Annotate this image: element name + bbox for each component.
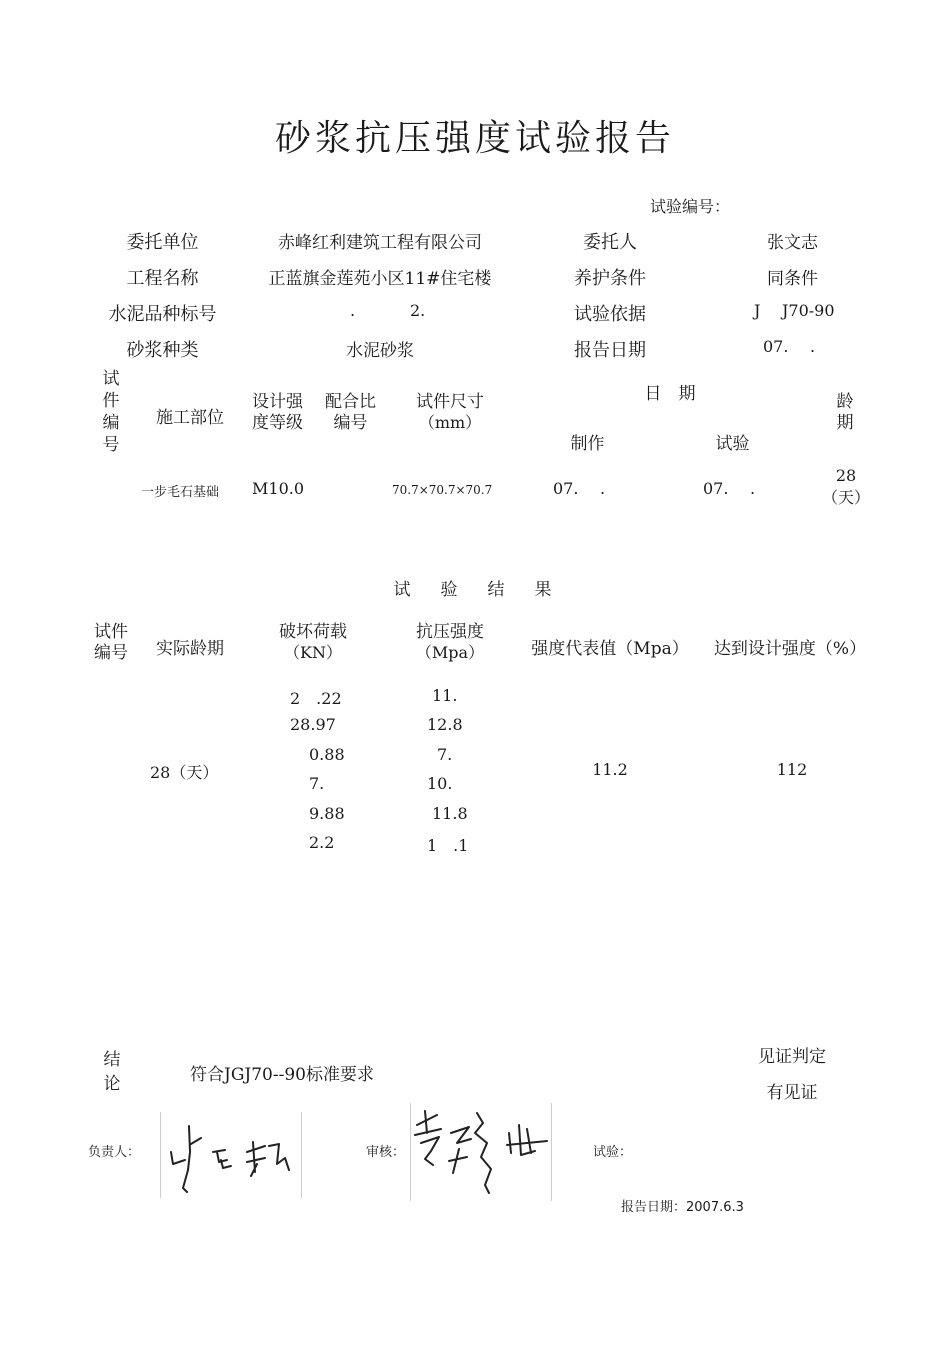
- strength-value: 10.: [427, 774, 453, 793]
- size-header: 试件尺寸 （mm）: [416, 392, 484, 433]
- age-value: 28 （天）: [821, 466, 870, 507]
- rep-value-header: 强度代表值（Mpa）: [531, 639, 689, 659]
- strength-value: 12.8: [427, 715, 463, 734]
- mix-no-header: 配合比 编号: [325, 392, 376, 434]
- load-value: 2 .22: [290, 689, 342, 708]
- age-header: 龄 期: [836, 392, 854, 434]
- cement-label: 水泥品种标号: [108, 304, 217, 325]
- made-header: 制作: [570, 434, 605, 454]
- conclusion-label: 结 论: [103, 1050, 121, 1094]
- witness-value: 有见证: [766, 1083, 818, 1103]
- cement-value-b: 2.: [410, 301, 426, 320]
- ratio-header: 达到设计强度（%）: [713, 639, 867, 659]
- load-value: 7.: [309, 774, 325, 793]
- made-date-a: 07.: [553, 479, 579, 498]
- page-title: 砂浆抗压强度试验报告: [274, 118, 675, 159]
- size-value: 70.7×70.7×70.7: [392, 483, 493, 497]
- results-age-value: 28（天）: [150, 763, 219, 782]
- entrust-person-label: 委托人: [583, 232, 637, 253]
- client-label: 委托单位: [126, 232, 199, 253]
- load-value: 2.2: [309, 833, 335, 852]
- specimen-no-header: 试 件 编 号: [102, 369, 120, 455]
- footer-report-date: 报告日期：2007.6.3: [621, 1200, 744, 1215]
- witness-label: 见证判定: [758, 1047, 826, 1067]
- report-date-value-a: 07.: [763, 337, 789, 356]
- curing-label: 养护条件: [574, 268, 646, 289]
- ratio-value: 112: [776, 760, 808, 779]
- basis-value-b: J70-90: [782, 301, 835, 320]
- results-no-header: 试件 编号: [94, 622, 128, 664]
- load-value: 28.97: [290, 715, 336, 734]
- basis-label: 试验依据: [574, 304, 646, 325]
- tested-header: 试验: [715, 434, 750, 454]
- load-header: 破坏荷载 （KN）: [279, 622, 347, 663]
- client-value: 赤峰红利建筑工程有限公司: [278, 233, 482, 253]
- made-date-b: .: [600, 479, 606, 498]
- report-date-label: 报告日期: [574, 340, 646, 361]
- report-date-value-b: .: [810, 337, 816, 356]
- load-value: 0.88: [309, 745, 345, 764]
- entrust-person-value: 张文志: [767, 233, 818, 253]
- mortar-label: 砂浆种类: [126, 340, 199, 361]
- conclusion-text: 符合JGJ70--90标准要求: [190, 1065, 374, 1085]
- review-label: 审核：: [366, 1145, 406, 1160]
- date-header: 日 期: [644, 384, 696, 404]
- reviewer-signature: [410, 1103, 552, 1201]
- load-value: 9.88: [309, 804, 345, 823]
- strength-header: 抗压强度 （Mpa）: [415, 622, 485, 663]
- strength-value: 1 .1: [427, 836, 469, 855]
- strength-value: 11.: [432, 686, 458, 705]
- project-label: 工程名称: [126, 268, 199, 289]
- results-title: 试验结果: [393, 580, 582, 600]
- strength-value: 11.8: [432, 804, 468, 823]
- project-value: 正蓝旗金莲苑小区11#住宅楼: [268, 269, 492, 289]
- strength-value: 7.: [437, 745, 453, 764]
- design-strength-header: 设计强 度等级: [252, 392, 303, 434]
- responsible-signature: [160, 1112, 302, 1198]
- responsible-label: 负责人：: [88, 1145, 141, 1160]
- tested-date-a: 07.: [703, 479, 729, 498]
- part-value: 一步毛石基础: [141, 485, 220, 500]
- rep-value: 11.2: [592, 760, 628, 779]
- results-age-header: 实际龄期: [156, 639, 224, 659]
- curing-value: 同条件: [767, 269, 818, 289]
- cement-value-a: .: [350, 301, 356, 320]
- test-number-label: 试验编号：: [650, 197, 731, 216]
- mortar-value: 水泥砂浆: [346, 341, 414, 361]
- grade-value: M10.0: [252, 479, 305, 498]
- tested-date-b: .: [750, 479, 756, 498]
- part-header: 施工部位: [156, 408, 224, 428]
- basis-value-a: J: [754, 301, 761, 320]
- test-signer-label: 试验：: [593, 1145, 633, 1160]
